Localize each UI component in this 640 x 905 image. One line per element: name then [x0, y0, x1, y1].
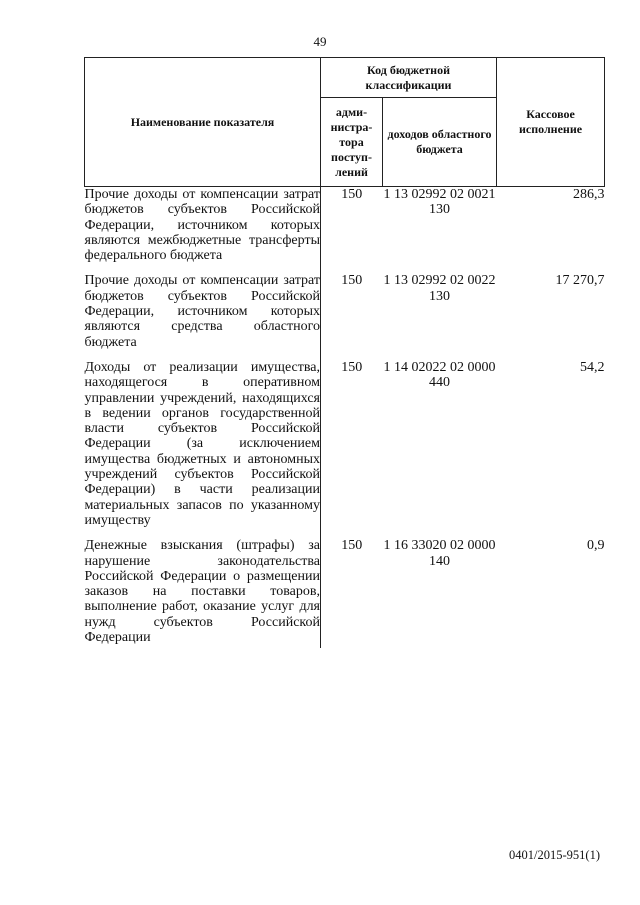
header-indicator-name: Наименование показателя	[85, 58, 321, 187]
row-classification-code: 1 13 02992 02 0021 130	[383, 187, 496, 218]
table-row	[85, 273, 605, 359]
row-admin-code: 150	[341, 359, 363, 375]
table-row	[85, 187, 605, 274]
document-code: 0401/2015-951(1)	[509, 848, 600, 862]
row-classification-code: 1 13 02992 02 0022 130	[383, 273, 496, 304]
row-name: Денежные взыскания (штрафы) за нарушение законодательства Российской Федерации о размещении заказов на поставки товаров, выполнение работ, оказание услуг для нужд субъектов Российской Федерации	[85, 538, 321, 648]
row-amount: 17 270,7	[555, 273, 605, 289]
row-amount: 286,3	[573, 187, 605, 202]
row-admin-code: 150	[341, 538, 363, 554]
table-row	[85, 538, 605, 648]
row-name: Прочие доходы от компенсации затрат бюджетов субъектов Российской Федерации, источником которых являются межбюджетные трансферты федерального бюджета	[85, 187, 321, 274]
row-amount: 0,9	[587, 538, 605, 554]
row-name: Доходы от реализации имущества, находящегося в оперативном управлении учреждений, находящихся в ведении органов государственной власти субъектов Российской Федерации (за исключением имущества бюджетных и автономных учреждений субъектов Российской Федерации) в части реализации материальных запасов по указанному имуществу	[85, 360, 321, 538]
row-classification-code: 1 14 02022 02 0000 440	[383, 359, 496, 391]
row-admin-code: 150	[341, 273, 363, 289]
header-classification-code: Код бюджетной классификации	[321, 58, 497, 98]
page-number: 49	[313, 34, 327, 49]
header-income-regional-budget: доходов областного бюджета	[383, 98, 497, 187]
header-administrator: адми-нистра-тора поступ-лений	[321, 98, 383, 187]
table-header	[85, 58, 605, 187]
budget-table	[84, 57, 605, 648]
header-cash-execution: Кассовое исполнение	[497, 58, 605, 187]
row-amount: 54,2	[580, 359, 605, 375]
table-row	[85, 360, 605, 538]
row-name: Прочие доходы от компенсации затрат бюджетов субъектов Российской Федерации, источником которых являются средства областного бюджета	[85, 273, 321, 359]
row-admin-code: 150	[341, 187, 363, 202]
row-classification-code: 1 16 33020 02 0000 140	[383, 538, 496, 569]
